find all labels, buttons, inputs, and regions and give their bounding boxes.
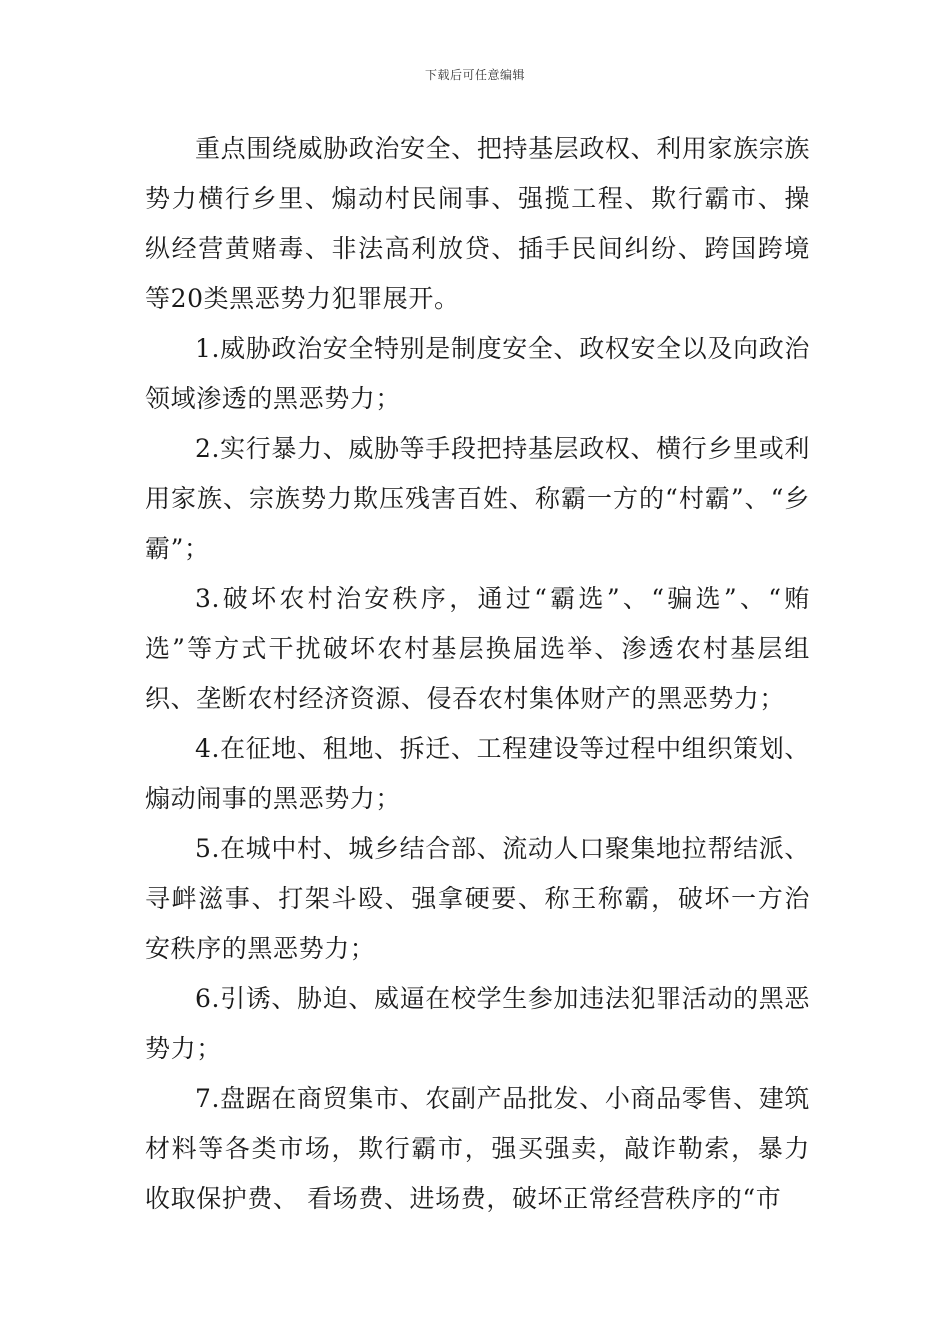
paragraph-item-5: 5.在城中村、城乡结合部、流动人口聚集地拉帮结派、寻衅滋事、打架斗殴、强拿硬要、称王称霸，破坏一方治安秩序的黑恶势力； xyxy=(145,834,810,963)
paragraph-item-1: 1.威胁政治安全特别是制度安全、政权安全以及向政治领域渗透的黑恶势力； xyxy=(145,334,810,413)
document-body xyxy=(145,124,810,1224)
paragraph-item-3: 3.破坏农村治安秩序，通过“霸选”、“骗选”、“贿选”等方式干扰破坏农村基层换届选举、渗透农村基层组织、垄断农村经济资源、侵吞农村集体财产的黑恶势力； xyxy=(145,584,810,713)
paragraph-item-2: 2.实行暴力、威胁等手段把持基层政权、横行乡里或利用家族、宗族势力欺压残害百姓、称霸一方的“村霸”、“乡霸”； xyxy=(145,434,810,563)
paragraph-intro: 重点围绕威胁政治安全、把持基层政权、利用家族宗族势力横行乡里、煽动村民闹事、强揽工程、欺行霸市、操纵经营黄赌毒、非法高利放贷、插手民间纠纷、跨国跨境等20类黑恶势力犯罪展开。 xyxy=(145,134,810,313)
paragraph-item-6: 6.引诱、胁迫、威逼在校学生参加违法犯罪活动的黑恶势力； xyxy=(145,984,810,1063)
page-header: 下载后可任意编辑 xyxy=(424,68,525,82)
paragraph-item-7: 7.盘踞在商贸集市、农副产品批发、小商品零售、建筑材料等各类市场，欺行霸市，强买强卖，敲诈勒索，暴力收取保护费、 看场费、进场费，破坏正常经营秩序的“市 xyxy=(145,1084,810,1213)
paragraph-item-4: 4.在征地、租地、拆迁、工程建设等过程中组织策划、煽动闹事的黑恶势力； xyxy=(145,734,810,813)
